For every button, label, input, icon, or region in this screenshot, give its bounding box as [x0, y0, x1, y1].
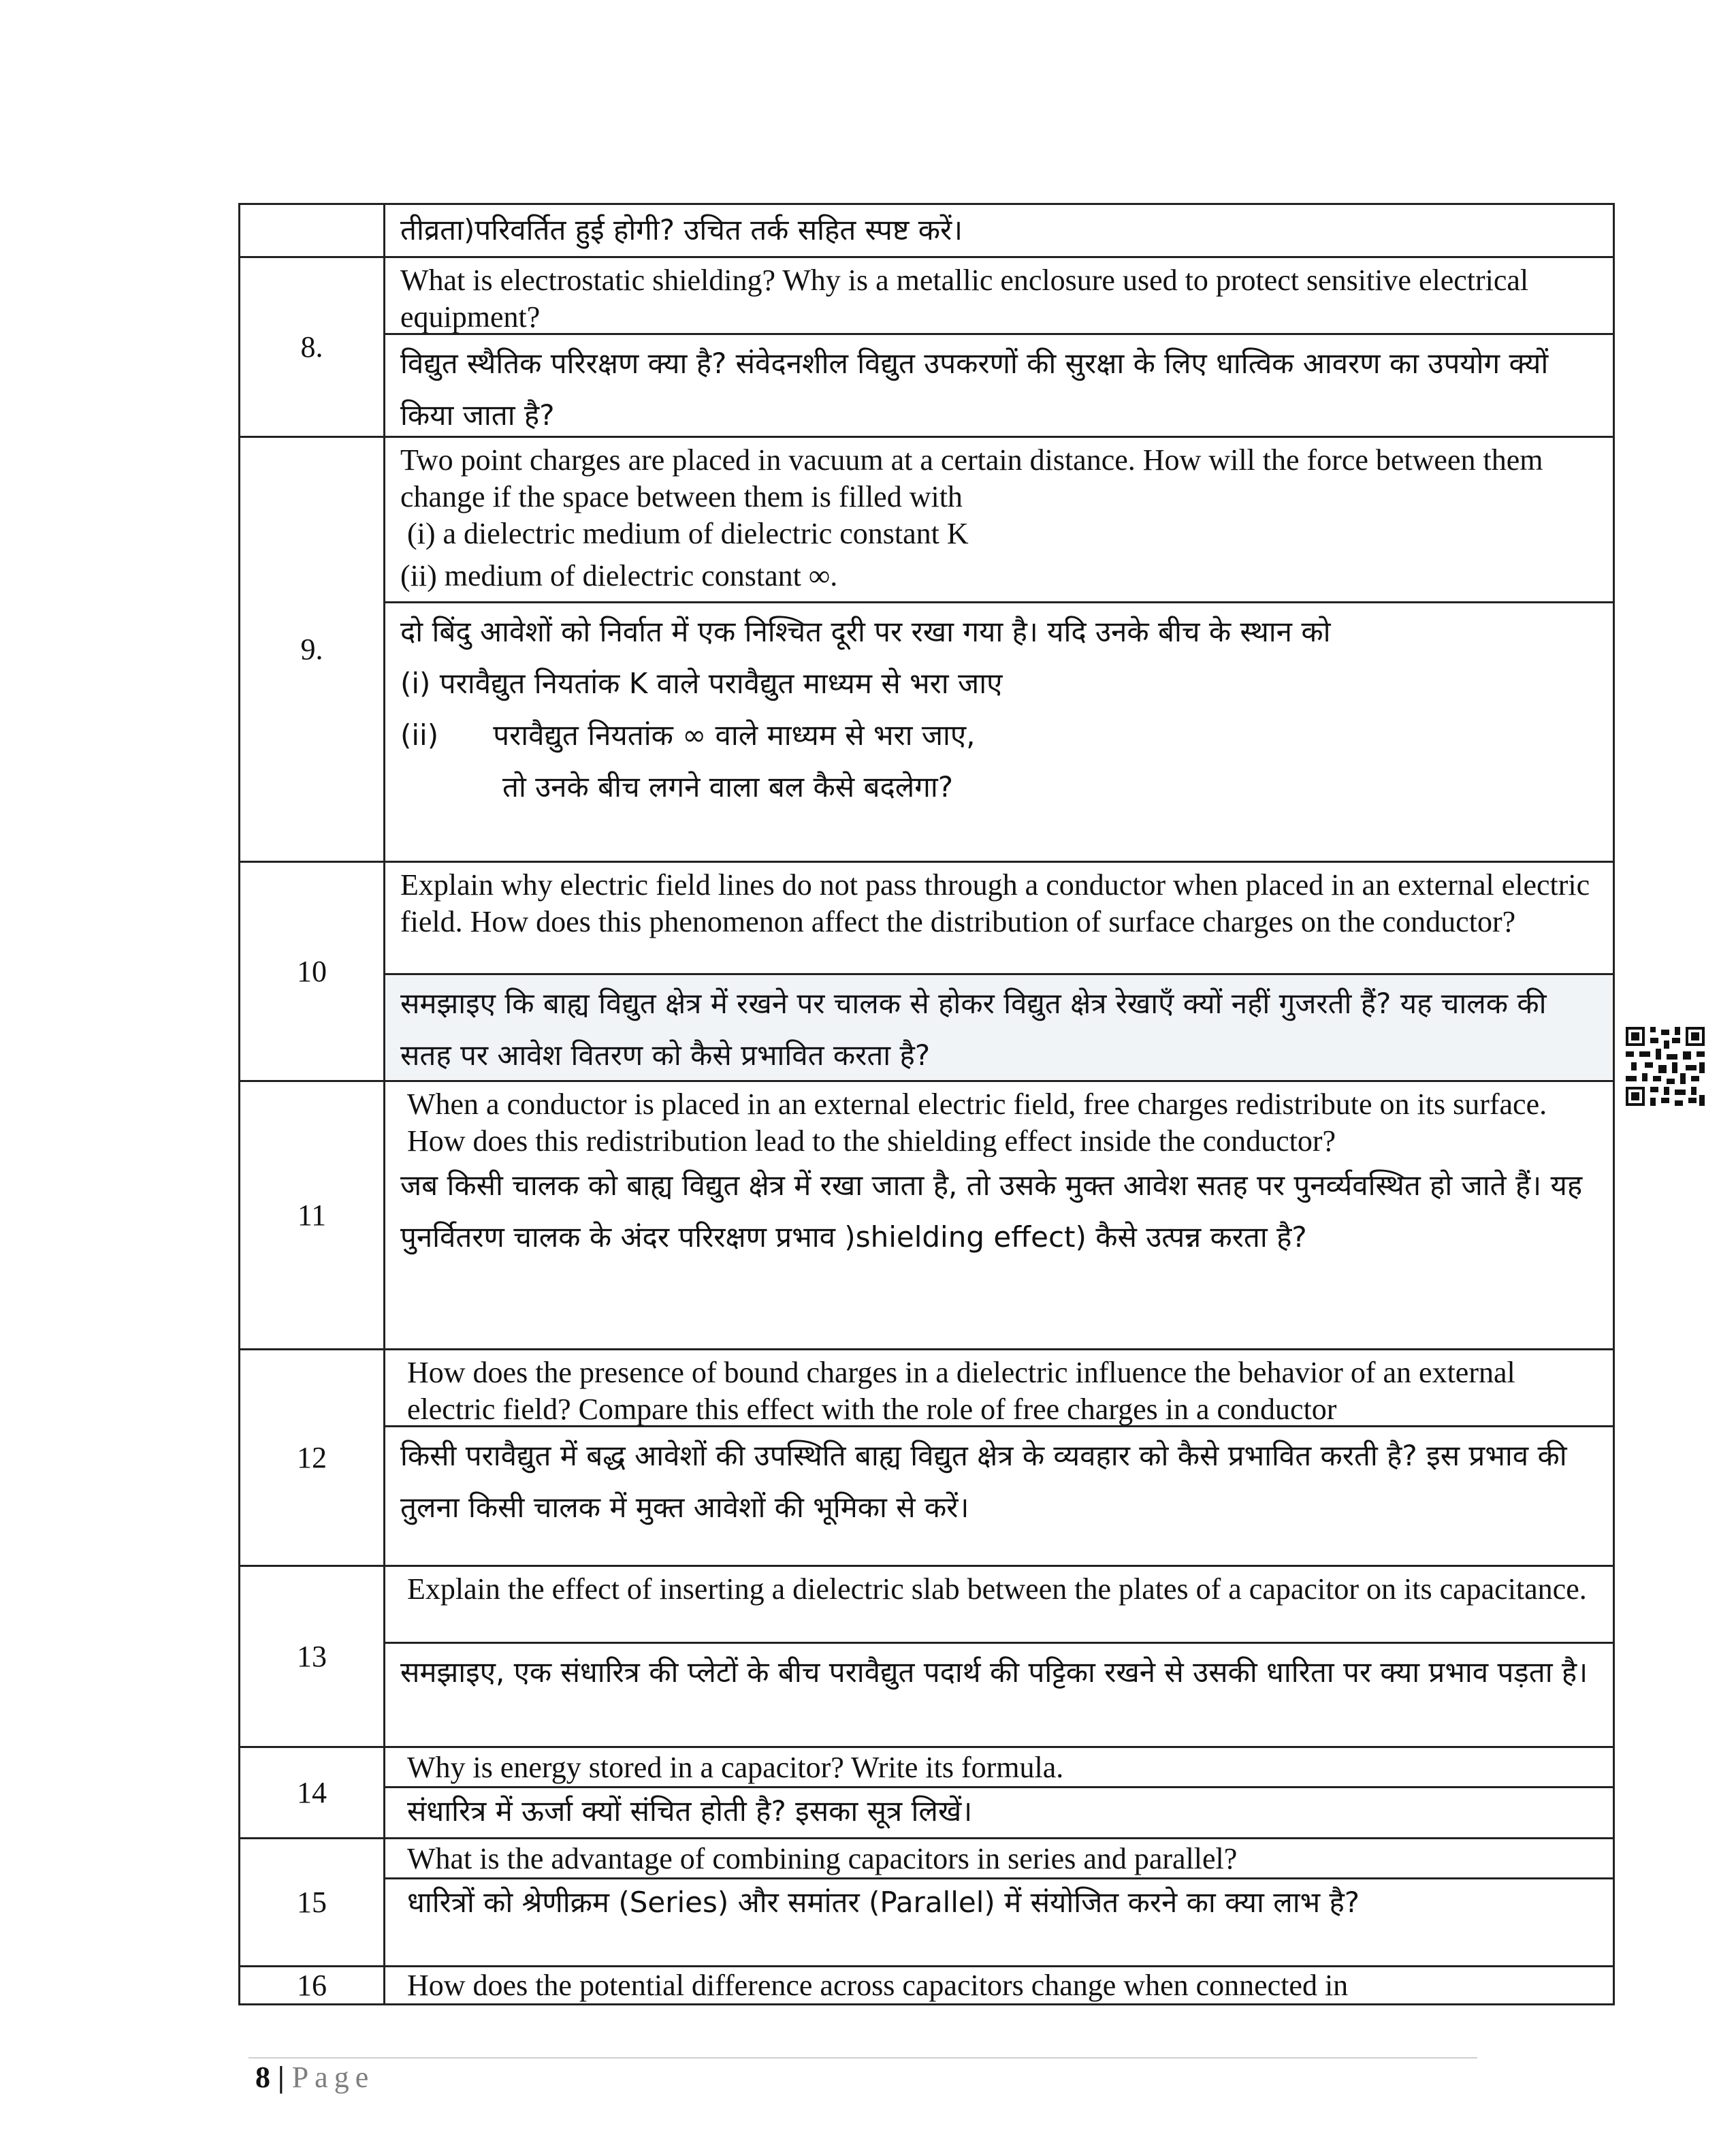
question-number: 11 — [240, 1081, 385, 1350]
question-hindi-closing: तो उनके बीच लगने वाला बल कैसे बदलेगा? — [502, 769, 954, 804]
question-hindi-option-i: (i) परावैद्युत नियतांक K वाले परावैद्युत माध्यम से भरा जाए — [400, 666, 1003, 700]
question-hindi-text: किसी परावैद्युत में बद्ध आवेशों की उपस्थिति बाह्य विद्युत क्षेत्र के व्यवहार को कैसे प्रभावित करती है? इस प्रभाव की तुलना किसी चालक में मुक्त आवेशों की भूमिका से करें। — [385, 1425, 1613, 1564]
question-number: 12 — [240, 1350, 385, 1566]
question-number: 13 — [240, 1566, 385, 1747]
question-row-12 — [240, 1350, 1614, 1566]
question-hindi-text: समझाइए कि बाह्य विद्युत क्षेत्र में रखने पर चालक से होकर विद्युत क्षेत्र रेखाएँ क्यों नहीं गुजरती हैं? यह चालक की सतह पर आवेश वितरण को कैसे प्रभावित करता है? — [385, 973, 1613, 1079]
qr-code-icon — [1626, 1027, 1705, 1106]
question-hindi-text: धारित्रों को श्रेणीक्रम (Series) और समांतर (Parallel) में संयोजित करने का क्या लाभ है? — [385, 1877, 1613, 1965]
question-english-text: How does the presence of bound charges in a dielectric influence the behavior of an external electric field? Compare this effect with the role of free charges in a conductor — [407, 1355, 1515, 1425]
question-row-15 — [240, 1839, 1614, 1967]
question-number: 9. — [240, 437, 385, 862]
question-hindi-text: दो बिंदु आवेशों को निर्वात में एक निश्चित दूरी पर रखा गया है। यदि उनके बीच के स्थान को — [400, 614, 1331, 648]
page-footer — [255, 2060, 374, 2095]
question-number: 8. — [240, 257, 385, 437]
question-hindi-text: जब किसी चालक को बाह्य विद्युत क्षेत्र में रखा जाता है, तो उसके मुक्त आवेश सतह पर पुनर्व्यवस्थित हो जाते हैं। यह पुनर्वितरण चालक के अंदर परिरक्षण प्रभाव )shielding effect) कैसे उत्पन्न करता है? — [400, 1168, 1583, 1254]
question-hindi-text: विद्युत स्थैतिक परिरक्षण क्या है? संवेदनशील विद्युत उपकरणों की सुरक्षा के लिए धात्विक आवरण का उपयोग क्यों किया जाता है? — [385, 333, 1613, 435]
page-number: 8 — [255, 2061, 270, 2094]
question-number: 16 — [240, 1967, 385, 2005]
question-hindi-text: तीव्रता)परिवर्तित हुई होगी? उचित तर्क सहित स्पष्ट करें। — [400, 212, 963, 247]
question-hindi-text: समझाइए, एक संधारित्र की प्लेटों के बीच परावैद्युत पदार्थ की पट्टिका रखने से उसकी धारिता पर क्या प्रभाव पड़ता है। — [385, 1642, 1613, 1745]
question-number — [240, 204, 385, 257]
question-row-11 — [240, 1081, 1614, 1350]
question-number: 15 — [240, 1839, 385, 1967]
footer-divider — [248, 2057, 1477, 2059]
question-hindi-block — [385, 601, 1613, 860]
question-english-text: Explain the effect of inserting a dielectric slab between the plates of a capacitor on its capacitance. — [407, 1572, 1587, 1606]
question-number: 10 — [240, 862, 385, 1081]
question-english-text: Why is energy stored in a capacitor? Write its formula. — [407, 1750, 1064, 1784]
question-number: 14 — [240, 1747, 385, 1839]
question-row-9 — [240, 437, 1614, 862]
question-row-14 — [240, 1747, 1614, 1839]
question-english-text: What is electrostatic shielding? Why is a metallic enclosure used to protect sensitive electrical equipment? — [400, 263, 1529, 333]
question-english-option-ii: (ii) medium of dielectric constant ∞. — [400, 558, 838, 592]
question-english-text: When a conductor is placed in an external electric field, free charges redistribute on its surface. How does this redistribution lead to the shielding effect inside the conductor? — [407, 1087, 1547, 1157]
question-hindi-text: संधारित्र में ऊर्जा क्यों संचित होती है? इसका सूत्र लिखें। — [385, 1786, 1613, 1837]
question-row-8 — [240, 257, 1614, 437]
questions-table — [238, 203, 1615, 2005]
question-row-13 — [240, 1566, 1614, 1747]
footer-separator: | — [270, 2061, 292, 2094]
question-english-text: What is the advantage of combining capacitors in series and parallel? — [407, 1841, 1238, 1875]
question-row-7-continued — [240, 204, 1614, 257]
question-row-10 — [240, 862, 1614, 1081]
page-label: Page — [291, 2061, 375, 2094]
question-english-text: How does the potential difference across capacitors change when connected in — [407, 1968, 1349, 2002]
question-english-text: Two point charges are placed in vacuum at a certain distance. How will the force between them change if the space between them is filled with — [400, 443, 1543, 513]
question-row-16 — [240, 1967, 1614, 2005]
question-english-block — [385, 439, 1613, 601]
question-english-option-i: (i) a dielectric medium of dielectric constant K — [407, 516, 969, 550]
question-english-text: Explain why electric field lines do not pass through a conductor when placed in an external electric field. How does this phenomenon affect the distribution of surface charges on the conductor? — [400, 868, 1590, 938]
question-hindi-option-ii: (ii) परावैद्युत नियतांक ∞ वाले माध्यम से भरा जाए, — [400, 718, 976, 752]
